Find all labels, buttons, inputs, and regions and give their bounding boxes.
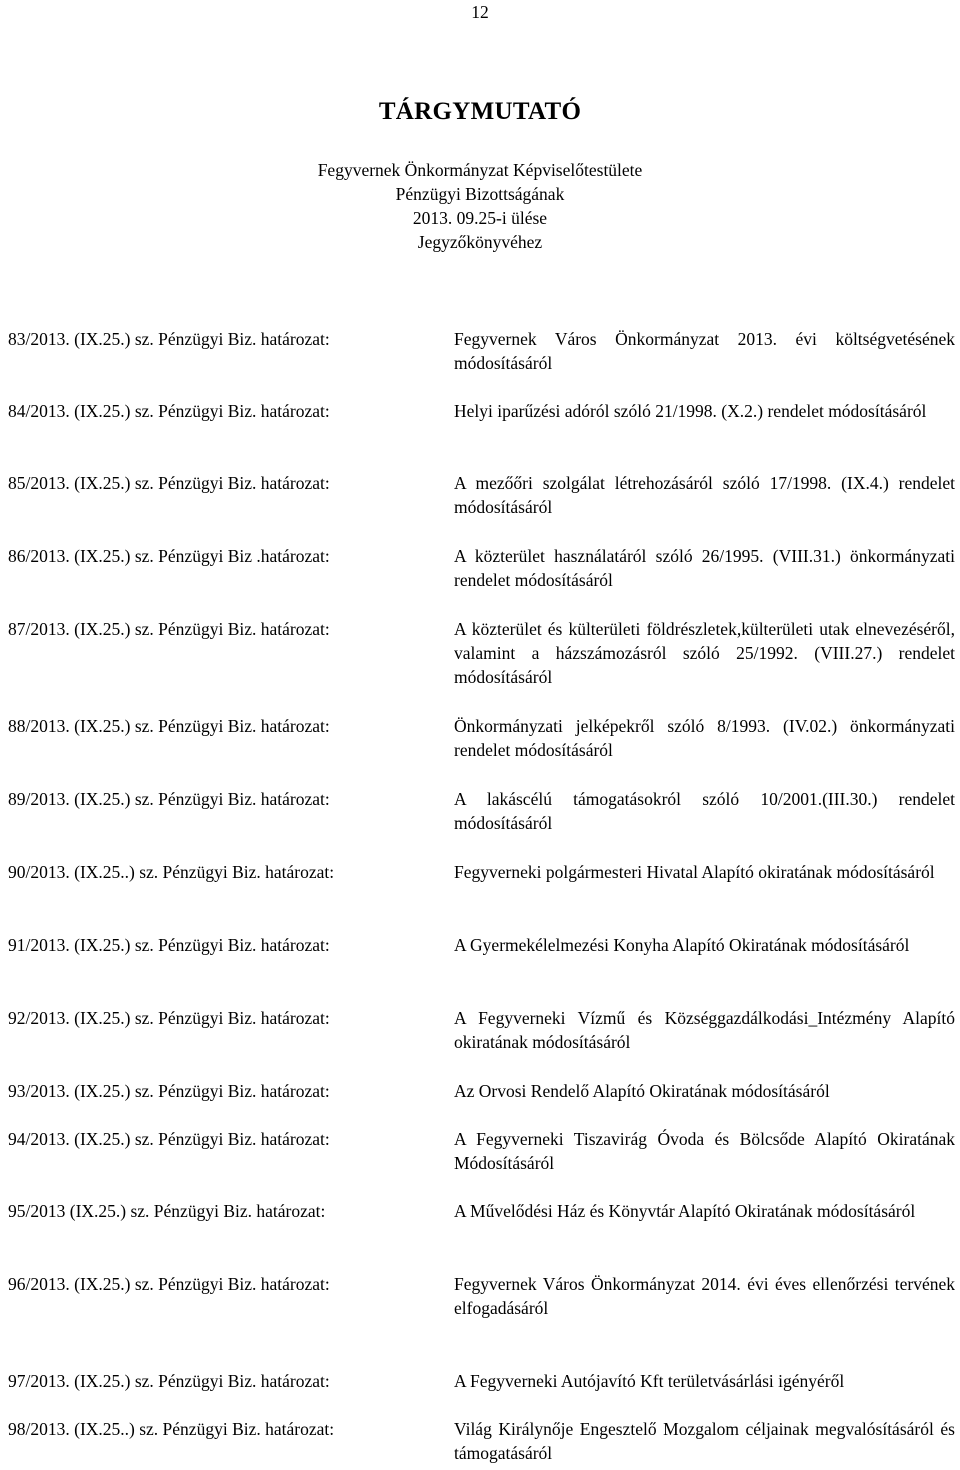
resolution-reference: 97/2013. (IX.25.) sz. Pénzügyi Biz. határozat: bbox=[8, 1371, 330, 1391]
resolution-description: Fegyverneki polgármesteri Hivatal Alapító okiratának módosításáról bbox=[454, 862, 935, 882]
page-number: 12 bbox=[471, 2, 489, 22]
resolution-description: Fegyvernek Város Önkormányzat 2013. évi költségvetésének módosításáról bbox=[454, 329, 955, 373]
resolution-description: A Művelődési Ház és Könyvtár Alapító Okiratának módosításáról bbox=[454, 1201, 916, 1221]
resolution-reference: 88/2013. (IX.25.) sz. Pénzügyi Biz. határozat: bbox=[8, 716, 330, 736]
subtitle-line-4: Jegyzőkönyvéhez bbox=[417, 232, 543, 252]
resolution-description: A közterület használatáról szóló 26/1995. (VIII.31.) önkormányzati rendelet módosításáról bbox=[454, 546, 955, 590]
resolution-description: A lakáscélú támogatásokról szóló 10/2001.(III.30.) rendelet módosításáról bbox=[454, 789, 955, 833]
resolution-reference: 95/2013 (IX.25.) sz. Pénzügyi Biz. határozat: bbox=[8, 1201, 326, 1221]
resolution-reference: 85/2013. (IX.25.) sz. Pénzügyi Biz. határozat: bbox=[8, 473, 330, 493]
resolution-reference: 93/2013. (IX.25.) sz. Pénzügyi Biz. határozat: bbox=[8, 1081, 330, 1101]
resolution-description: A Fegyverneki Tiszavirág Óvoda és Bölcsőde Alapító Okiratának Módosításáról bbox=[454, 1129, 955, 1173]
resolution-reference: 83/2013. (IX.25.) sz. Pénzügyi Biz. határozat: bbox=[8, 329, 330, 349]
subtitle-line-1: Fegyvernek Önkormányzat Képviselőtestülete bbox=[317, 160, 643, 180]
resolution-reference: 96/2013. (IX.25.) sz. Pénzügyi Biz. határozat: bbox=[8, 1274, 330, 1294]
resolution-reference: 98/2013. (IX.25..) sz. Pénzügyi Biz. határozat: bbox=[8, 1419, 335, 1439]
resolution-reference: 87/2013. (IX.25.) sz. Pénzügyi Biz. határozat: bbox=[8, 619, 330, 639]
resolution-description: Önkormányzati jelképekről szóló 8/1993. (IV.02.) önkormányzati rendelet módosításáról bbox=[454, 716, 955, 760]
resolution-reference: 86/2013. (IX.25.) sz. Pénzügyi Biz .határozat: bbox=[8, 546, 330, 566]
resolution-description: Világ Királynője Engesztelő Mozgalom céljainak megvalósításáról és támogatásáról bbox=[454, 1419, 955, 1463]
resolution-reference: 91/2013. (IX.25.) sz. Pénzügyi Biz. határozat: bbox=[8, 935, 330, 955]
resolution-description: Helyi iparűzési adóról szóló 21/1998. (X.2.) rendelet módosításáról bbox=[454, 401, 927, 421]
resolution-reference: 94/2013. (IX.25.) sz. Pénzügyi Biz. határozat: bbox=[8, 1129, 330, 1149]
resolution-description: A mezőőri szolgálat létrehozásáról szóló 17/1998. (IX.4.) rendelet módosításáról bbox=[454, 473, 955, 517]
resolution-description: A Fegyverneki Vízmű és Községgazdálkodási_Intézmény Alapító okiratának módosításáról bbox=[454, 1008, 955, 1052]
resolution-reference: 92/2013. (IX.25.) sz. Pénzügyi Biz. határozat: bbox=[8, 1008, 330, 1028]
resolution-description: A Gyermekélelmezési Konyha Alapító Okiratának módosításáról bbox=[454, 935, 910, 955]
subtitle-line-3: 2013. 09.25-i ülése bbox=[412, 208, 548, 228]
page-title: TÁRGYMUTATÓ bbox=[378, 98, 582, 125]
resolution-description: A Fegyverneki Autójavító Kft területvásárlási igényéről bbox=[454, 1371, 845, 1391]
resolution-reference: 89/2013. (IX.25.) sz. Pénzügyi Biz. határozat: bbox=[8, 789, 330, 809]
resolution-reference: 90/2013. (IX.25..) sz. Pénzügyi Biz. határozat: bbox=[8, 862, 335, 882]
resolution-description: Az Orvosi Rendelő Alapító Okiratának módosításáról bbox=[454, 1081, 830, 1101]
resolution-description: Fegyvernek Város Önkormányzat 2014. évi éves ellenőrzési tervének elfogadásáról bbox=[454, 1274, 955, 1318]
subtitle-line-2: Pénzügyi Bizottságának bbox=[395, 184, 565, 204]
resolution-reference: 84/2013. (IX.25.) sz. Pénzügyi Biz. határozat: bbox=[8, 401, 330, 421]
resolution-description: A közterület és külterületi földrészletek,külterületi utak elnevezéséről, valamint a házszámozásról szóló 25/1992. (VIII.27.) rendelet módosításáról bbox=[454, 619, 955, 687]
